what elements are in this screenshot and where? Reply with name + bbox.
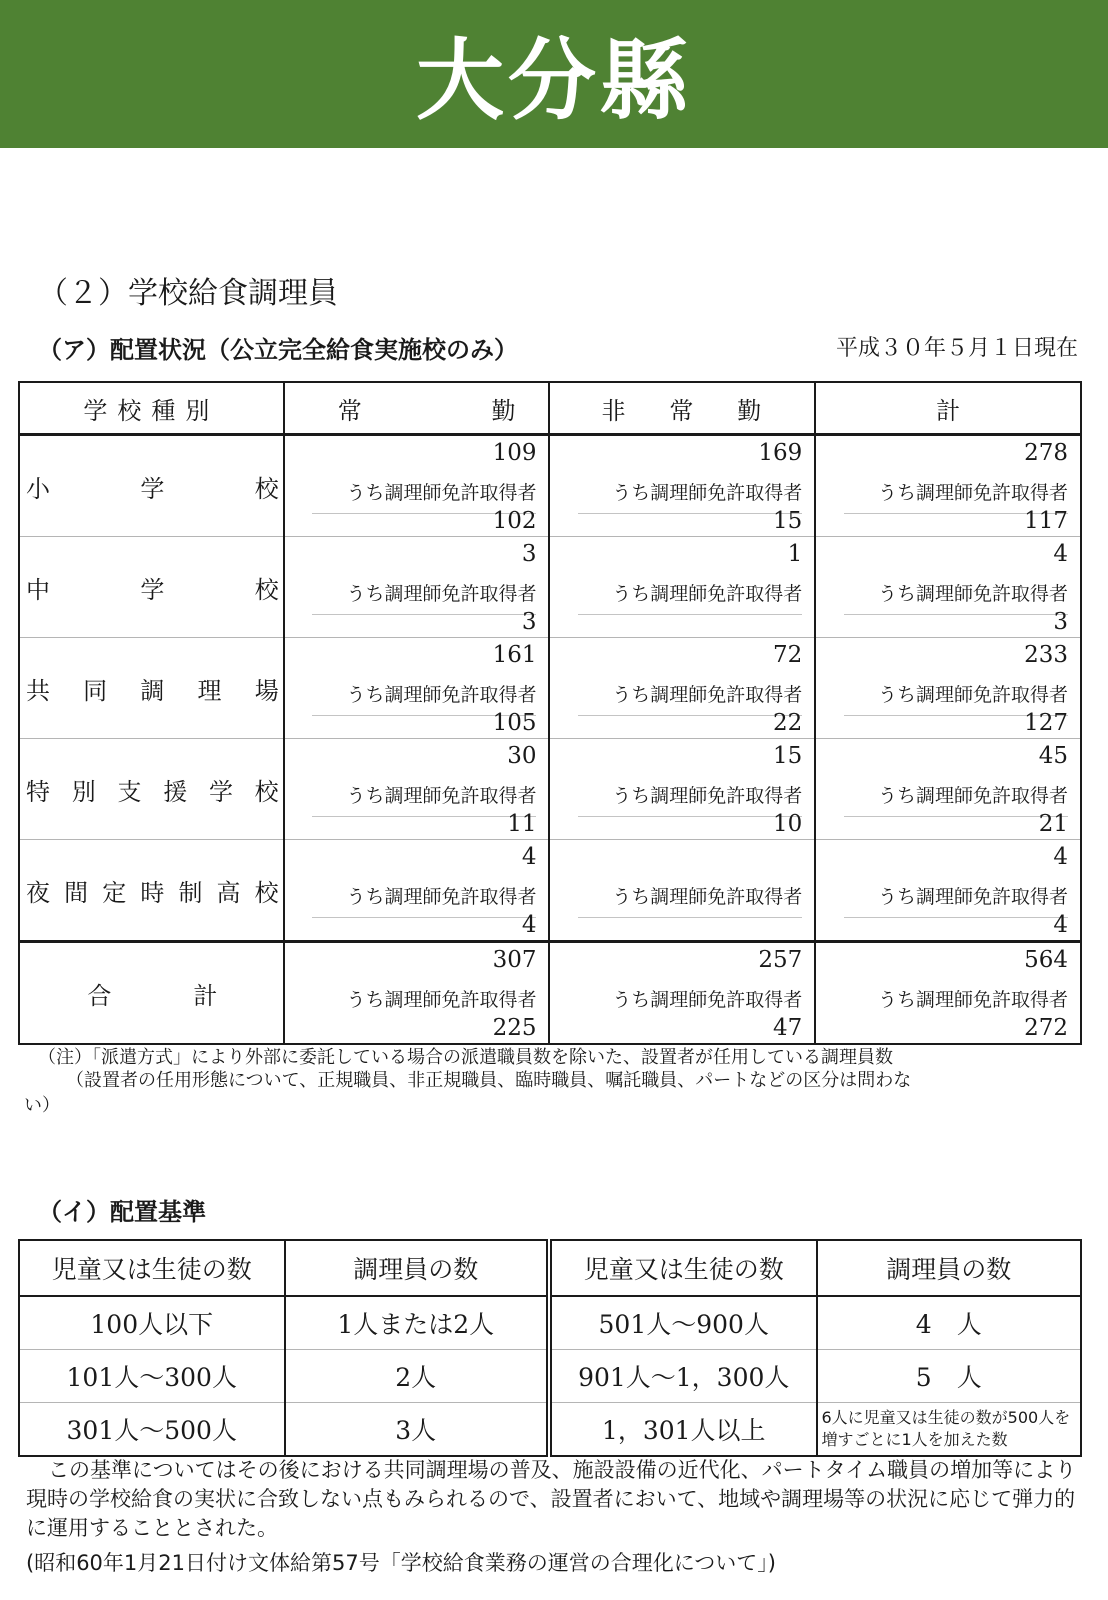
license-holder-label: うち調理師免許取得者	[312, 781, 536, 817]
total-count: 45	[1038, 743, 1068, 769]
total-count: 233	[1024, 642, 1068, 668]
parttime-count: 1	[787, 541, 803, 567]
parttime-cell	[549, 537, 815, 638]
total-cell	[815, 537, 1081, 638]
student-count-cell: 101人～300人	[19, 1350, 285, 1403]
header-student-count: 児童又は生徒の数	[549, 1240, 817, 1296]
total-cell	[815, 739, 1081, 840]
license-holder-label: うち調理師免許取得者	[844, 882, 1068, 918]
license-holder-label: うち調理師免許取得者	[312, 478, 536, 514]
fulltime-count: 307	[492, 947, 537, 973]
license-holder-label: うち調理師免許取得者	[578, 882, 802, 918]
note-line-1: （注）「派遣方式」により外部に委託している場合の派遣職員数を除いた、設置者が任用している調理員数	[38, 1047, 893, 1068]
total-count: 564	[1024, 947, 1068, 973]
total-license-count: 4	[1053, 912, 1068, 938]
student-count-cell: 501人～900人	[549, 1296, 817, 1350]
fulltime-license-count: 102	[492, 508, 537, 534]
subsection-title-a: （ア）配置状況（公立完全給食実施校のみ）	[38, 336, 518, 364]
table-row	[19, 1296, 1081, 1350]
fulltime-count: 3	[521, 541, 537, 567]
header-cook-count: 調理員の数	[817, 1240, 1082, 1296]
standard-header-row	[19, 1240, 1081, 1296]
table-row	[19, 840, 1081, 942]
staffing-header-row	[19, 382, 1081, 435]
cook-count-cell: 5 人	[817, 1350, 1082, 1403]
cook-count-cell: 6人に児童又は生徒の数が500人を増すごとに1人を加えた数	[817, 1403, 1082, 1457]
fulltime-count: 4	[521, 844, 537, 870]
parttime-cell	[549, 435, 815, 537]
total-cell	[815, 840, 1081, 942]
school-type-cell: 合 計	[19, 942, 284, 1045]
subsection-title-b: （イ）配置基準	[38, 1198, 206, 1226]
student-count-cell: 1，301人以上	[549, 1403, 817, 1457]
fulltime-cell	[284, 942, 550, 1045]
total-count: 4	[1053, 541, 1068, 567]
note-line-3: い）	[24, 1095, 60, 1116]
cook-count-cell: 1人または2人	[285, 1296, 549, 1350]
fulltime-license-count: 11	[507, 811, 537, 837]
parttime-license-count: 22	[772, 710, 803, 736]
header-student-count: 児童又は生徒の数	[19, 1240, 285, 1296]
header-cook-count: 調理員の数	[285, 1240, 549, 1296]
total-license-count: 3	[1053, 609, 1068, 635]
table-row	[19, 537, 1081, 638]
parttime-count: 15	[772, 743, 803, 769]
license-holder-label: うち調理師免許取得者	[346, 989, 537, 1011]
student-count-cell: 100人以下	[19, 1296, 285, 1350]
license-holder-label: うち調理師免許取得者	[844, 478, 1068, 514]
license-holder-label: うち調理師免許取得者	[844, 680, 1068, 716]
header-total: 計	[815, 382, 1081, 435]
table-row	[19, 1350, 1081, 1403]
license-holder-label: うち調理師免許取得者	[578, 478, 802, 514]
parttime-license-count: 10	[772, 811, 803, 837]
student-count-cell: 301人～500人	[66, 1416, 237, 1445]
parttime-count: 169	[758, 440, 803, 466]
table-row	[19, 435, 1081, 537]
school-type-cell: 特 別 支 援 学 校	[19, 739, 284, 840]
license-holder-label: うち調理師免許取得者	[312, 882, 536, 918]
license-holder-label: うち調理師免許取得者	[312, 680, 536, 716]
school-type-cell: 夜 間 定 時 制 高 校	[19, 840, 284, 942]
fulltime-license-count: 105	[492, 710, 537, 736]
as-of-date: 平成３０年５月１日現在	[835, 336, 1078, 361]
cook-count-cell: 3人	[285, 1403, 549, 1457]
license-holder-label: うち調理師免許取得者	[578, 579, 802, 615]
header-school-type: 学校種別	[19, 382, 284, 435]
fulltime-cell	[284, 537, 550, 638]
parttime-cell	[549, 942, 815, 1045]
section-title: （２）学校給食調理員	[38, 276, 338, 311]
prefecture-title: 大分縣	[415, 29, 692, 132]
fulltime-cell	[284, 638, 550, 739]
fulltime-count: 161	[492, 642, 537, 668]
total-license-count: 127	[1024, 710, 1068, 736]
fulltime-count: 30	[507, 743, 537, 769]
guideline-paragraph: この基準についてはその後における共同調理場の普及、施設設備の近代化、パートタイム職員の増加等により現時の学校給食の実状に合致しない点もみられるので、設置者において、地域や調理場等の状況に応じて弾力的に運用することとされた。	[26, 1458, 1077, 1540]
parttime-cell	[549, 638, 815, 739]
total-count: 4	[1053, 844, 1068, 870]
parttime-count: 72	[772, 642, 803, 668]
fulltime-license-count: 4	[521, 912, 537, 938]
school-type-cell: 中 学 校	[19, 537, 284, 638]
header-fulltime: 常 勤	[284, 382, 550, 435]
note-line-2: （設置者の任用形態について、正規職員、非正規職員、臨時職員、嘱託職員、パートなどの区分は問わな	[66, 1070, 912, 1091]
fulltime-cell	[284, 739, 550, 840]
fulltime-count: 109	[492, 440, 537, 466]
license-holder-label: うち調理師免許取得者	[612, 989, 803, 1011]
license-holder-label: うち調理師免許取得者	[578, 680, 802, 716]
total-license-count: 272	[1024, 1015, 1068, 1041]
total-count: 278	[1024, 440, 1068, 466]
total-license-count: 21	[1038, 811, 1068, 837]
parttime-cell	[549, 840, 815, 942]
total-cell	[815, 942, 1081, 1045]
table-row	[19, 739, 1081, 840]
prefecture-banner	[0, 0, 1108, 148]
school-type-cell: 共 同 調 理 場	[19, 638, 284, 739]
fulltime-license-count: 3	[521, 609, 537, 635]
license-holder-label: うち調理師免許取得者	[578, 781, 802, 817]
table-row	[19, 942, 1081, 1045]
cook-count-cell: 2人	[285, 1350, 549, 1403]
total-cell	[815, 435, 1081, 537]
staffing-table	[18, 381, 1082, 1045]
table-row	[19, 1403, 1081, 1457]
parttime-count: 257	[758, 947, 803, 973]
license-holder-label: うち調理師免許取得者	[844, 579, 1068, 615]
fulltime-cell	[284, 840, 550, 942]
student-count-cell: 901人～1，300人	[549, 1350, 817, 1403]
license-holder-label: うち調理師免許取得者	[877, 989, 1068, 1011]
reference-note: (昭和60年1月21日付け文体給第57号「学校給食業務の運営の合理化について」)	[26, 1551, 776, 1575]
parttime-license-count: 47	[772, 1015, 803, 1041]
license-holder-label: うち調理師免許取得者	[844, 781, 1068, 817]
license-holder-label: うち調理師免許取得者	[312, 579, 536, 615]
fulltime-license-count: 225	[492, 1015, 537, 1041]
cook-count-cell: 4 人	[817, 1296, 1082, 1350]
header-parttime: 非 常 勤	[549, 382, 815, 435]
parttime-cell	[549, 739, 815, 840]
parttime-license-count: 15	[772, 508, 803, 534]
school-type-cell: 小 学 校	[19, 435, 284, 537]
fulltime-cell	[284, 435, 550, 537]
table-row	[19, 638, 1081, 739]
staffing-standard-table	[18, 1239, 1082, 1457]
total-cell	[815, 638, 1081, 739]
total-license-count: 117	[1024, 508, 1068, 534]
